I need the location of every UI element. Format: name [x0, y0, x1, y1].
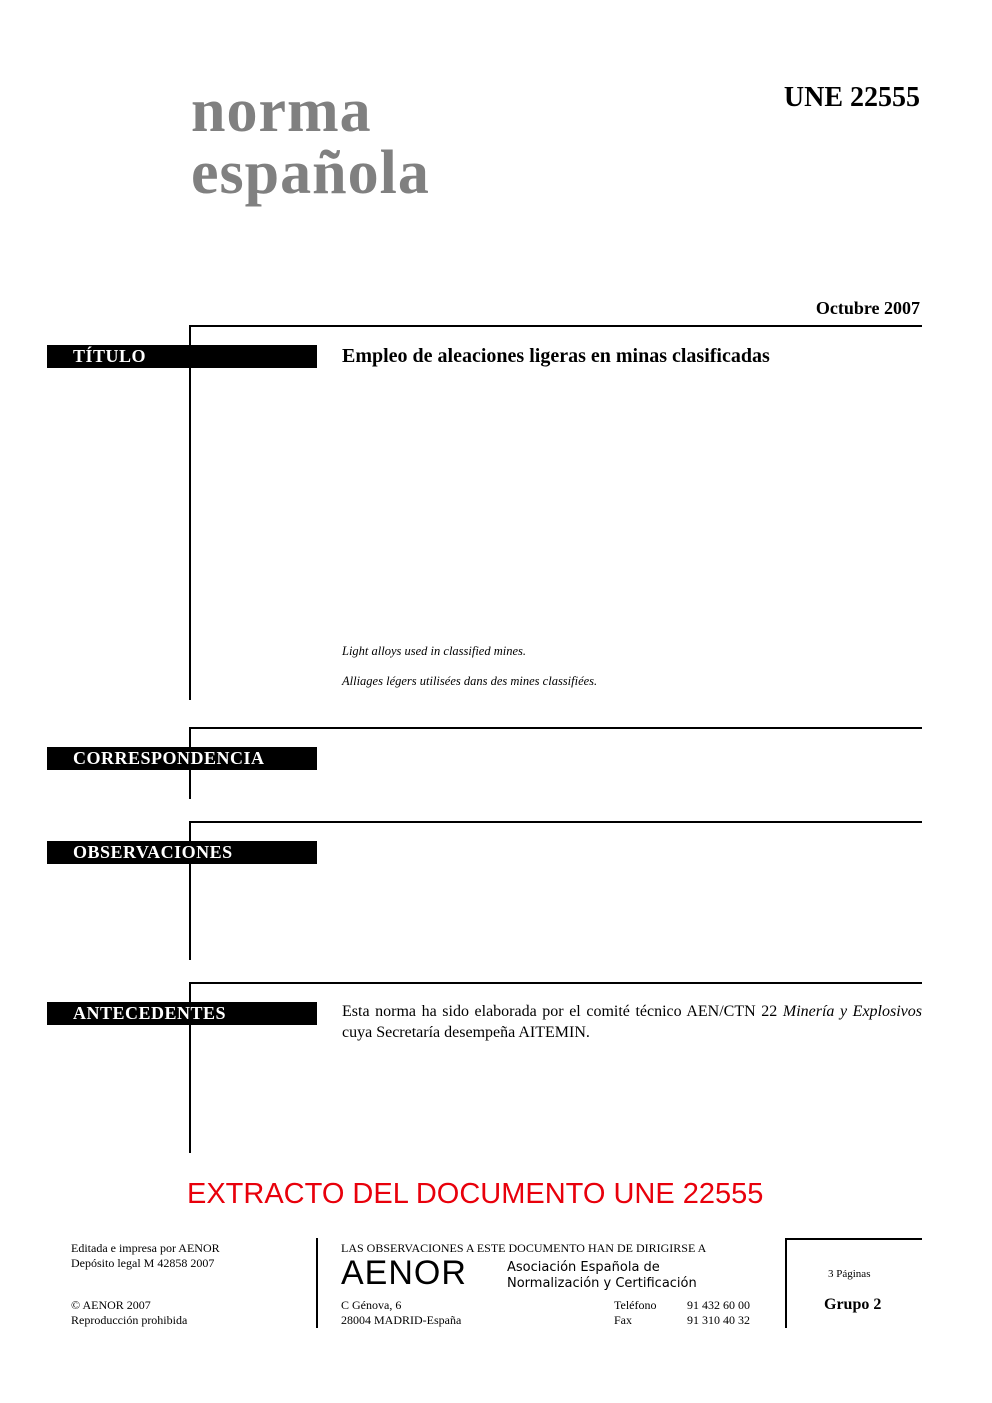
antecedentes-text-start: Esta norma ha sido elaborada por el comité técnico AEN/CTN 22: [342, 1003, 783, 1020]
fax-value: 91 310 40 32: [687, 1313, 750, 1327]
aenor-full-name: [507, 1260, 697, 1292]
phone-label: Teléfono: [614, 1298, 657, 1312]
committee-name: Minería y Explosivos: [782, 1003, 922, 1020]
title-english: Light alloys used in classified mines.: [342, 644, 527, 658]
antecedentes-text: [342, 1001, 922, 1043]
footer-observations: LAS OBSERVACIONES A ESTE DOCUMENTO HAN DE DIRIGIRSE A: [341, 1241, 707, 1255]
titulo-top-rule: [189, 325, 922, 327]
footer-edited: Editada e impresa por AENOR: [71, 1241, 220, 1255]
footer-divider-left: [316, 1238, 318, 1328]
price-group: Grupo 2: [824, 1296, 882, 1313]
footer-copyright: © AENOR 2007: [71, 1298, 151, 1312]
antecedentes-text-end: cuya Secretaría desempeña AITEMIN.: [342, 1024, 590, 1041]
pages-box-top-rule: [785, 1238, 922, 1240]
aenor-name-line2: Normalización y Certificación: [507, 1276, 697, 1291]
brand-espanola: española: [191, 139, 430, 207]
phone-value: 91 432 60 00: [687, 1298, 750, 1312]
pages-box-side-rule: [785, 1238, 787, 1328]
document-title: Empleo de aleaciones ligeras en minas clasificadas: [342, 345, 770, 367]
publication-date: Octubre 2007: [815, 298, 920, 318]
title-french: Alliages légers utilisées dans des mines classifiées.: [342, 674, 598, 688]
titulo-side-rule: [189, 325, 191, 700]
observaciones-top-rule: [189, 821, 922, 823]
observaciones-label: OBSERVACIONES: [47, 841, 317, 864]
address-street: C Génova, 6: [341, 1298, 402, 1312]
correspondencia-top-rule: [189, 727, 922, 729]
aenor-logo: AENOR: [341, 1254, 467, 1292]
standard-code: UNE 22555: [783, 82, 920, 113]
antecedentes-top-rule: [189, 982, 922, 984]
antecedentes-label: ANTECEDENTES: [47, 1002, 317, 1025]
brand-norma: norma: [191, 77, 372, 145]
address-city: 28004 MADRID-España: [341, 1313, 462, 1327]
titulo-label: TÍTULO: [47, 345, 317, 368]
page-count: 3 Páginas: [828, 1268, 871, 1280]
footer-reproduction: Reproducción prohibida: [71, 1313, 188, 1327]
correspondencia-label: CORRESPONDENCIA: [47, 747, 317, 770]
fax-label: Fax: [614, 1313, 632, 1327]
aenor-name-line1: Asociación Española de: [507, 1260, 660, 1275]
extract-notice: EXTRACTO DEL DOCUMENTO UNE 22555: [187, 1178, 764, 1210]
footer-deposit: Depósito legal M 42858 2007: [71, 1256, 215, 1270]
